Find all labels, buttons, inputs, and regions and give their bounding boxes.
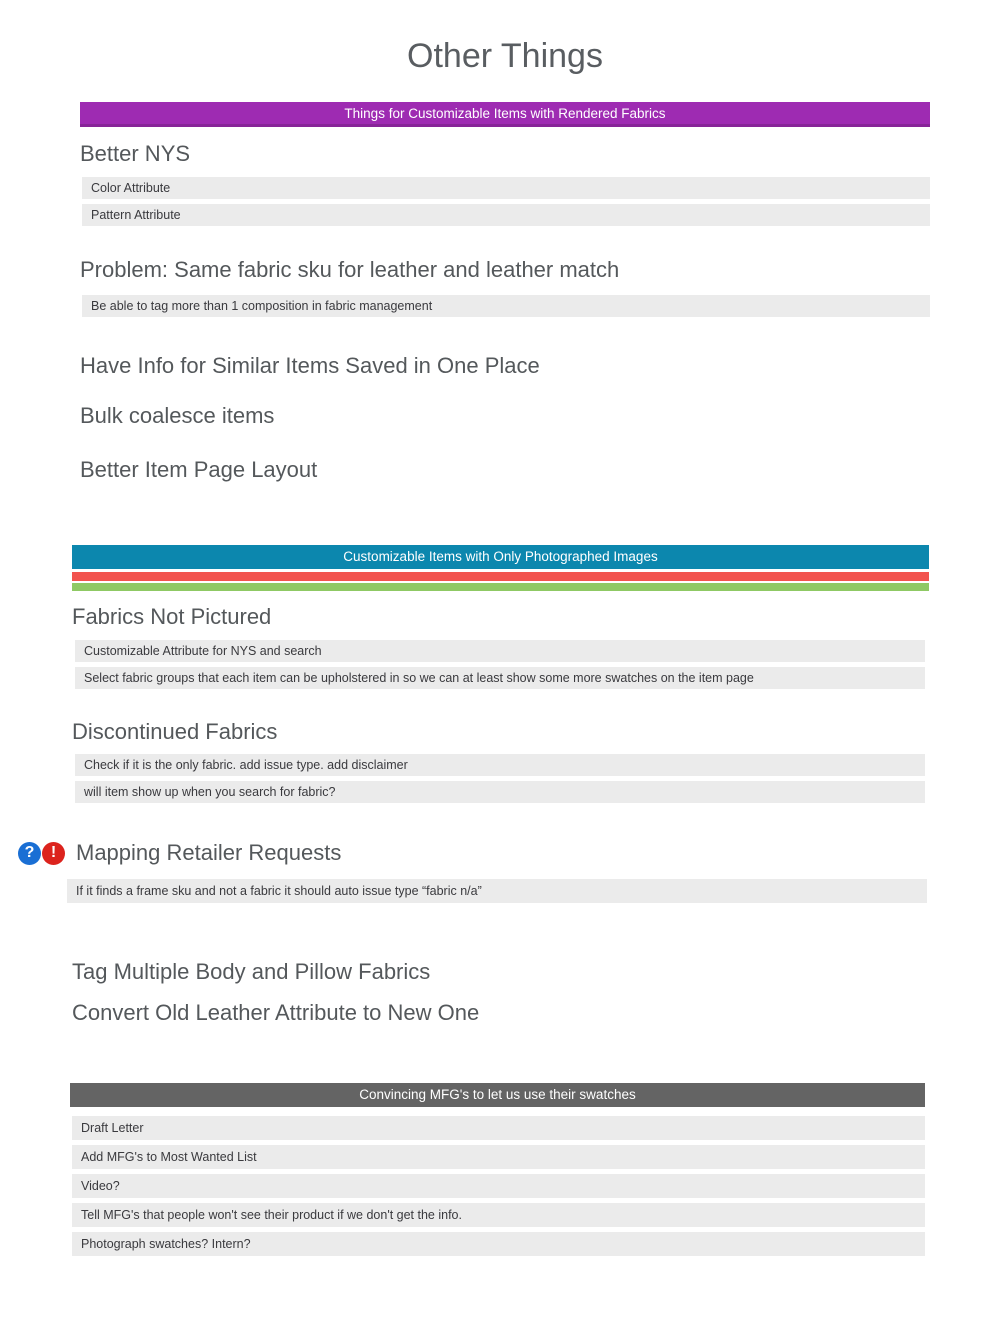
item-list: [72, 879, 929, 903]
group-heading: Discontinued Fabrics: [72, 719, 278, 744]
group: [24, 840, 929, 903]
section-3: [70, 1083, 925, 1256]
group-heading: Have Info for Similar Items Saved in One Place: [80, 353, 540, 378]
group-heading: Fabrics Not Pictured: [72, 604, 272, 629]
item-list: [80, 177, 930, 226]
divider-stripe: [72, 572, 929, 581]
group-heading-row: [80, 141, 930, 167]
list-item[interactable]: Pattern Attribute: [82, 204, 930, 226]
item-list: [72, 754, 929, 803]
group: [72, 959, 929, 985]
group: [80, 457, 930, 483]
list-item[interactable]: Draft Letter: [72, 1116, 925, 1140]
group-heading-row: [18, 840, 929, 866]
group-heading: Mapping Retailer Requests: [76, 840, 342, 865]
group-heading: Bulk coalesce items: [80, 403, 275, 428]
heading-icons: [18, 842, 65, 865]
group-heading-row: [72, 959, 929, 985]
group: [70, 1116, 925, 1256]
alert-icon: !: [42, 842, 65, 865]
group-heading: Tag Multiple Body and Pillow Fabrics: [72, 959, 431, 984]
group-heading: Better Item Page Layout: [80, 457, 318, 482]
divider-stripe: [72, 583, 929, 591]
page-title: Other Things: [407, 37, 603, 75]
group: [80, 257, 930, 317]
list-item[interactable]: If it finds a frame sku and not a fabric it should auto issue type “fabric n/a”: [67, 879, 927, 903]
list-item[interactable]: Color Attribute: [82, 177, 930, 199]
group: [80, 403, 930, 429]
sections-container: [0, 102, 1000, 1256]
group: [72, 719, 929, 803]
group-heading: Problem: Same fabric sku for leather and leather match: [80, 257, 620, 282]
group-heading-row: [80, 353, 930, 379]
group: [72, 604, 929, 689]
list-item[interactable]: Select fabric groups that each item can be upholstered in so we can at least show some more swatches on the item page: [75, 667, 925, 689]
list-item[interactable]: Customizable Attribute for NYS and search: [75, 640, 925, 662]
group-heading-row: [72, 604, 929, 630]
item-list: [70, 1116, 925, 1256]
group: [80, 353, 930, 379]
list-item[interactable]: Check if it is the only fabric. add issue type. add disclaimer: [75, 754, 925, 776]
group: [80, 141, 930, 226]
item-list: [80, 295, 930, 317]
section-2: [24, 545, 929, 1026]
section-1: [80, 102, 930, 483]
group: [72, 1000, 929, 1026]
section-banner: Customizable Items with Only Photographed Images: [72, 545, 929, 569]
list-item[interactable]: Photograph swatches? Intern?: [72, 1232, 925, 1256]
section-banner: Convincing MFG's to let us use their swatches: [70, 1083, 925, 1107]
group-heading-row: [80, 257, 930, 283]
section-banner: Things for Customizable Items with Rendered Fabrics: [80, 102, 930, 127]
item-list: [72, 640, 929, 689]
list-item[interactable]: Tell MFG's that people won't see their product if we don't get the info.: [72, 1203, 925, 1227]
list-item[interactable]: Video?: [72, 1174, 925, 1198]
group-heading: Convert Old Leather Attribute to New One: [72, 1000, 480, 1025]
group-heading-row: [72, 1000, 929, 1026]
help-icon: ?: [18, 842, 41, 865]
group-heading: Better NYS: [80, 141, 191, 166]
group-heading-row: [80, 403, 930, 429]
list-item[interactable]: Be able to tag more than 1 composition in fabric management: [82, 295, 930, 317]
group-heading-row: [80, 457, 930, 483]
list-item[interactable]: will item show up when you search for fabric?: [75, 781, 925, 803]
group-heading-row: [72, 719, 929, 745]
list-item[interactable]: Add MFG's to Most Wanted List: [72, 1145, 925, 1169]
